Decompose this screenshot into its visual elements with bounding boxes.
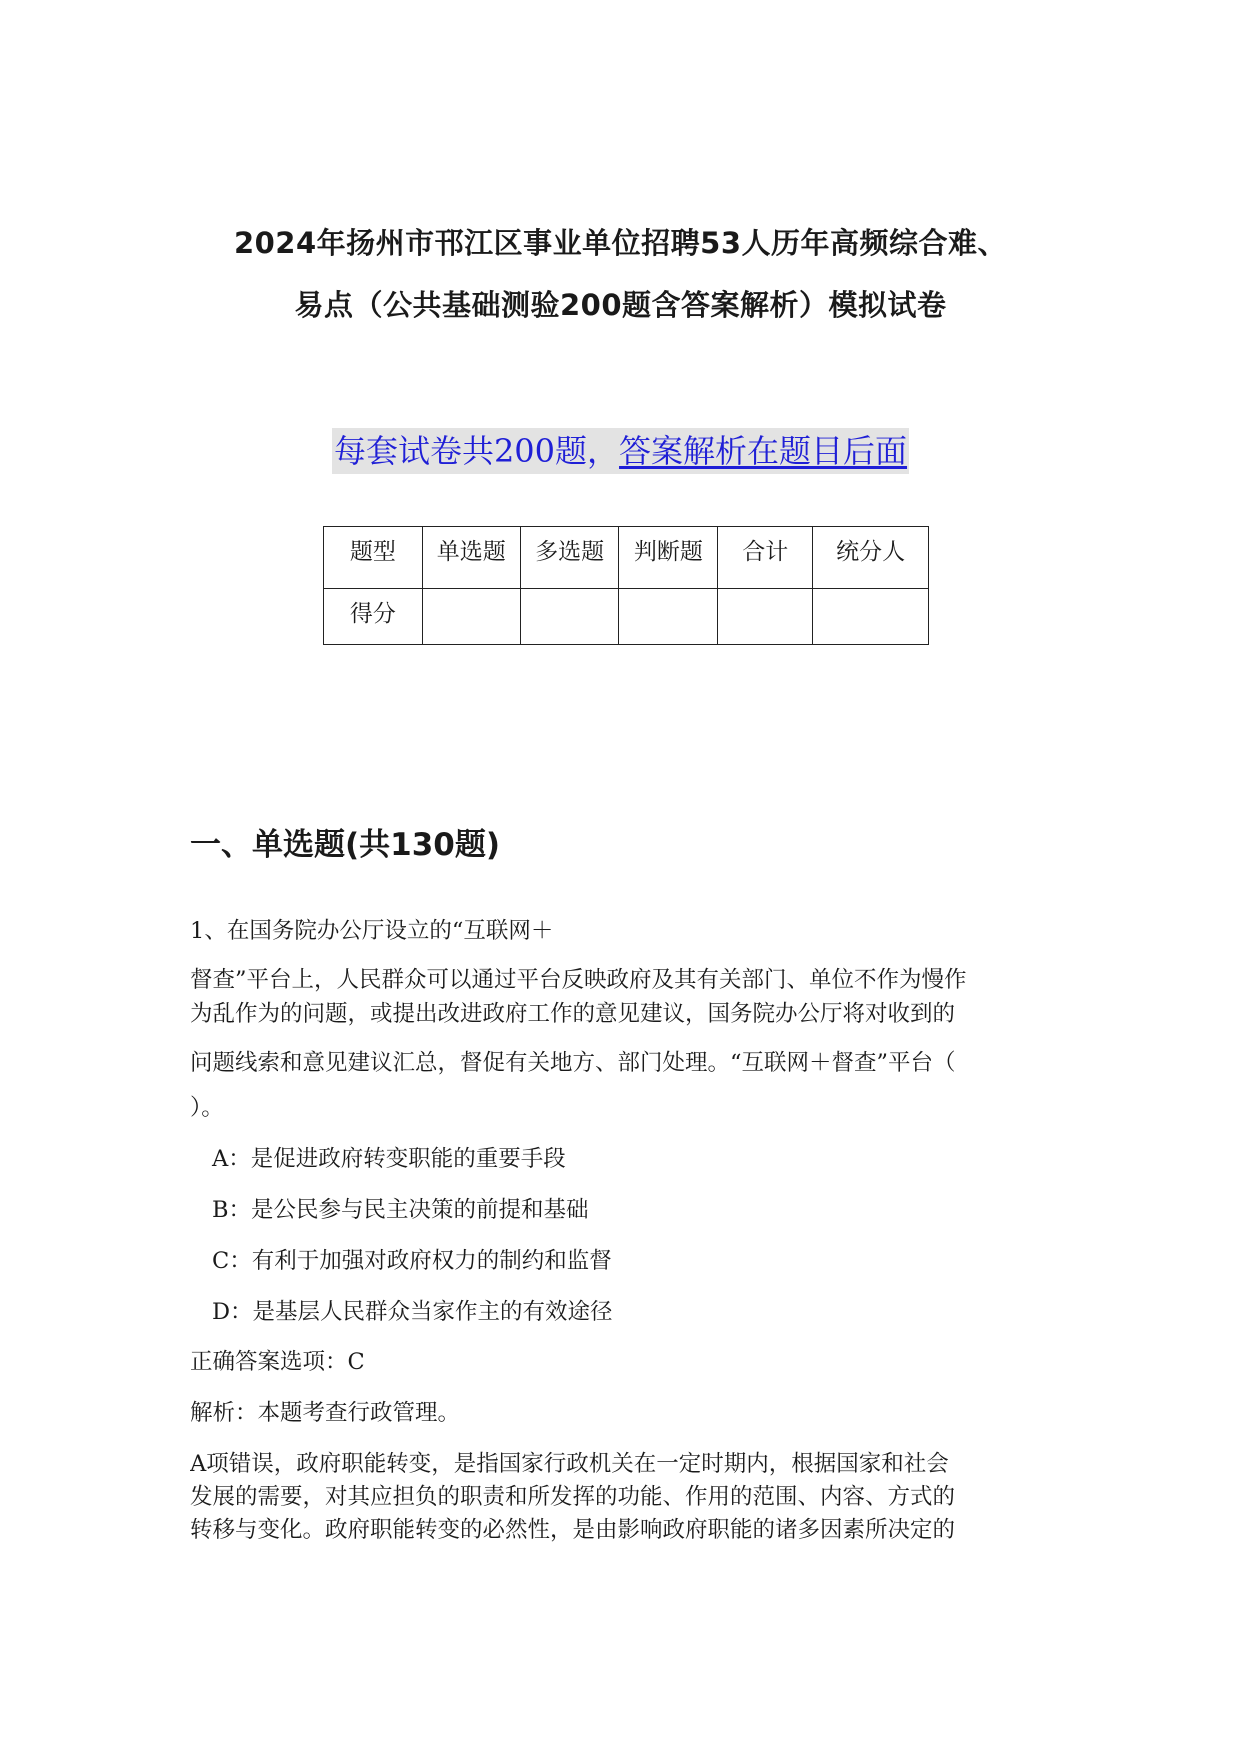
title-line-2: 易点（公共基础测验200题含答案解析）模拟试卷 [294,288,947,322]
option-b: B：是公民参与民主决策的前提和基础 [212,1197,589,1223]
score-row-label: 得分 [324,589,423,645]
analysis-intro: 解析：本题考查行政管理。 [190,1400,461,1426]
option-d: D：是基层人民群众当家作主的有效途径 [212,1299,613,1325]
correct-answer: 正确答案选项：C [190,1349,365,1375]
question-stem-line: 问题线索和意见建议汇总，督促有关地方、部门处理。“互联网＋督查”平台（ [190,1050,956,1076]
question-stem-line: ）。 [190,1095,224,1121]
option-c: C：有利于加强对政府权力的制约和监督 [212,1248,612,1274]
answer-location-link[interactable]: 答案解析在题目后面 [619,432,908,470]
question-stem-line: 为乱作为的问题，或提出改进政府工作的意见建议，国务院办公厅将对收到的 [190,1001,956,1027]
header-cell: 题型 [324,527,423,589]
subtitle-prefix: 每套试卷共200题， [333,432,620,470]
header-cell: 统分人 [813,527,929,589]
option-a: A：是促进政府转变职能的重要手段 [212,1146,566,1172]
section-heading: 一、单选题(共130题) [190,827,501,863]
analysis-line: 发展的需要，对其应担负的职责和所发挥的功能、作用的范围、内容、方式的 [190,1484,956,1510]
analysis-line: 转移与变化。政府职能转变的必然性，是由影响政府职能的诸多因素所决定的 [190,1517,956,1543]
header-cell: 合计 [718,527,813,589]
title-line-1: 2024年扬州市邗江区事业单位招聘53人历年高频综合难、 [233,226,1008,260]
header-cell: 判断题 [619,527,718,589]
header-cell: 单选题 [422,527,520,589]
question-stem-line: 督查”平台上，人民群众可以通过平台反映政府及其有关部门、单位不作为慢作 [190,967,967,993]
question-1 [190,0,1060,1754]
question-stem-line: 1、在国务院办公厅设立的“互联网＋ [190,918,554,944]
analysis-line: A项错误，政府职能转变，是指国家行政机关在一定时期内，根据国家和社会 [190,1451,949,1477]
header-cell: 多选题 [520,527,619,589]
